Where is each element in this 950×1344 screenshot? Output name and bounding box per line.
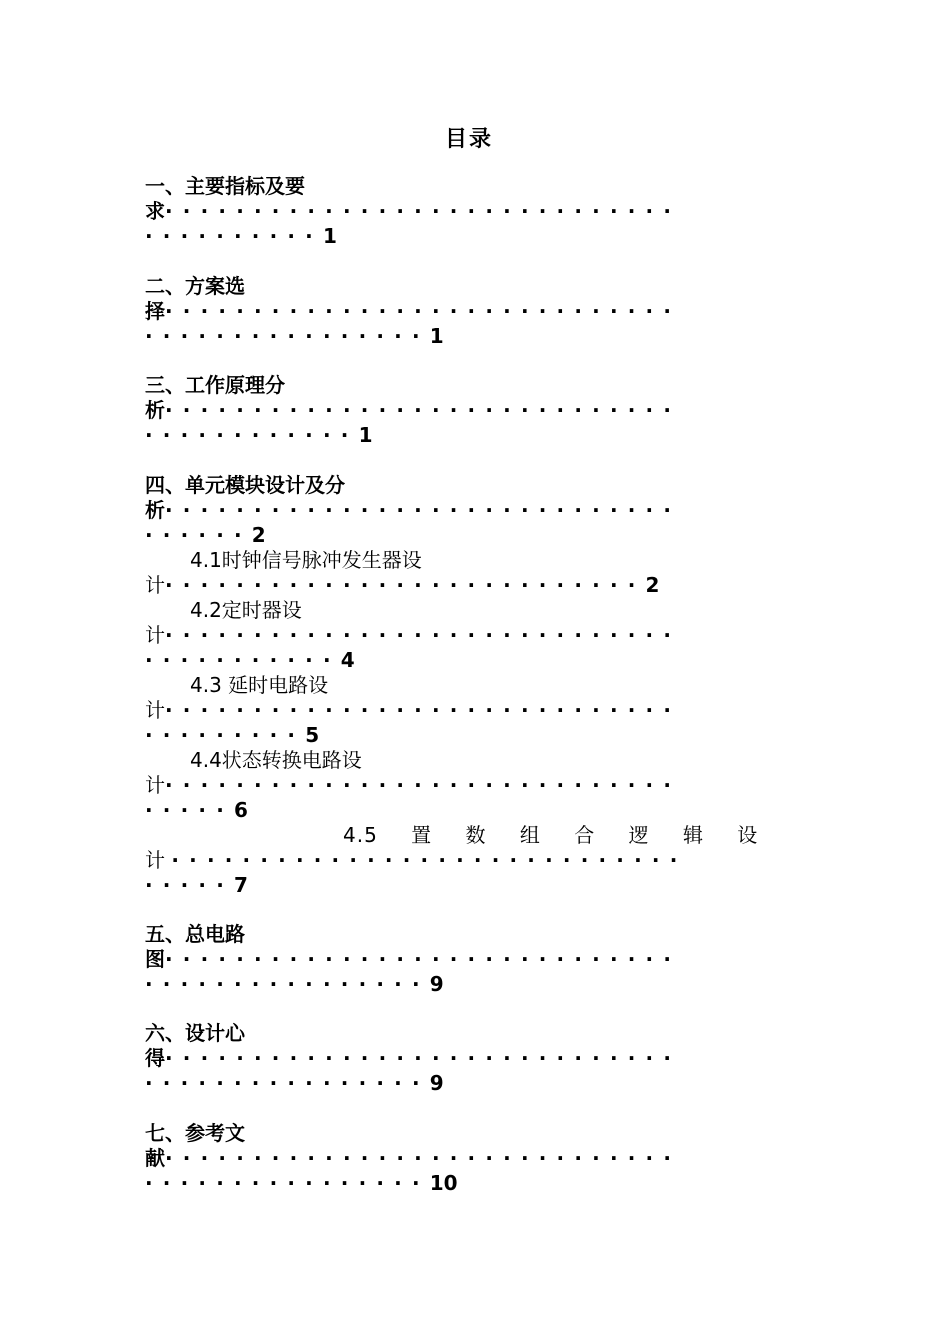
toc-page-line-4-3: ·········5	[145, 723, 320, 747]
toc-page-4: 2	[251, 523, 266, 547]
toc-page-6: 9	[429, 1071, 444, 1095]
toc-page-line-7: ················10	[145, 1171, 458, 1195]
toc-heading-3: 三、工作原理分	[145, 373, 285, 397]
toc-heading-4: 四、单元模块设计及分	[145, 473, 345, 497]
toc-heading-4-3: 4.3 延时电路设	[190, 673, 329, 697]
toc-page-line-5: ················9	[145, 972, 444, 996]
toc-page-1: 1	[322, 224, 337, 248]
toc-heading-4-4: 4.4状态转换电路设	[190, 748, 362, 772]
toc-tail-4-1: 计···························2	[145, 573, 660, 597]
toc-heading-7: 七、参考文	[145, 1121, 245, 1145]
toc-tail-1: 求·····························	[145, 199, 682, 223]
toc-page-7: 10	[429, 1171, 458, 1195]
toc-tail-4-4: 计·····························	[145, 773, 682, 797]
toc-tail-4-2: 计·····························	[145, 623, 682, 647]
toc-tail-7: 献·····························	[145, 1146, 682, 1170]
toc-page-line-3: ············1	[145, 423, 373, 447]
toc-title: 目录	[444, 127, 493, 152]
toc-page-4-3: 5	[305, 723, 320, 747]
toc-heading-5: 五、总电路	[145, 922, 245, 946]
toc-tail-2: 择·····························	[145, 299, 682, 323]
toc-page-4-4: 6	[234, 798, 248, 822]
toc-page-line-1: ··········1	[145, 224, 337, 248]
toc-heading-4-1: 4.1时钟信号脉冲发生器设	[190, 548, 422, 572]
toc-page-line-4-5: ·····7	[145, 873, 248, 897]
toc-page-2: 1	[429, 324, 444, 348]
toc-tail-4-5: 计 ·····························	[145, 848, 688, 872]
toc-heading-2: 二、方案选	[145, 274, 245, 298]
toc-page-line-4-2: ···········4	[145, 648, 355, 672]
toc-page-5: 9	[429, 972, 444, 996]
toc-tail-6: 得·····························	[145, 1046, 682, 1070]
toc-page-4-5: 7	[234, 873, 248, 897]
toc-page-line-2: ················1	[145, 324, 444, 348]
toc-page-4-2: 4	[340, 648, 355, 672]
toc-heading-1: 一、主要指标及要	[145, 174, 305, 198]
toc-page-line-6: ················9	[145, 1071, 444, 1095]
toc-heading-4-5: 4.5 置 数 组 合 逻 辑 设	[343, 823, 759, 847]
toc-heading-4-2: 4.2定时器设	[190, 598, 302, 622]
toc-tail-5: 图·····························	[145, 947, 682, 971]
toc-tail-3: 析·····························	[145, 398, 682, 422]
toc-page-4-1: 2	[645, 573, 660, 597]
toc-page-3: 1	[358, 423, 373, 447]
toc-heading-6: 六、设计心	[145, 1021, 245, 1045]
toc-tail-4: 析·····························	[145, 498, 682, 522]
toc-page-line-4-4: ·····6	[145, 798, 248, 822]
toc-page-line-4: ······2	[145, 523, 266, 547]
toc-tail-4-3: 计·····························	[145, 698, 682, 722]
